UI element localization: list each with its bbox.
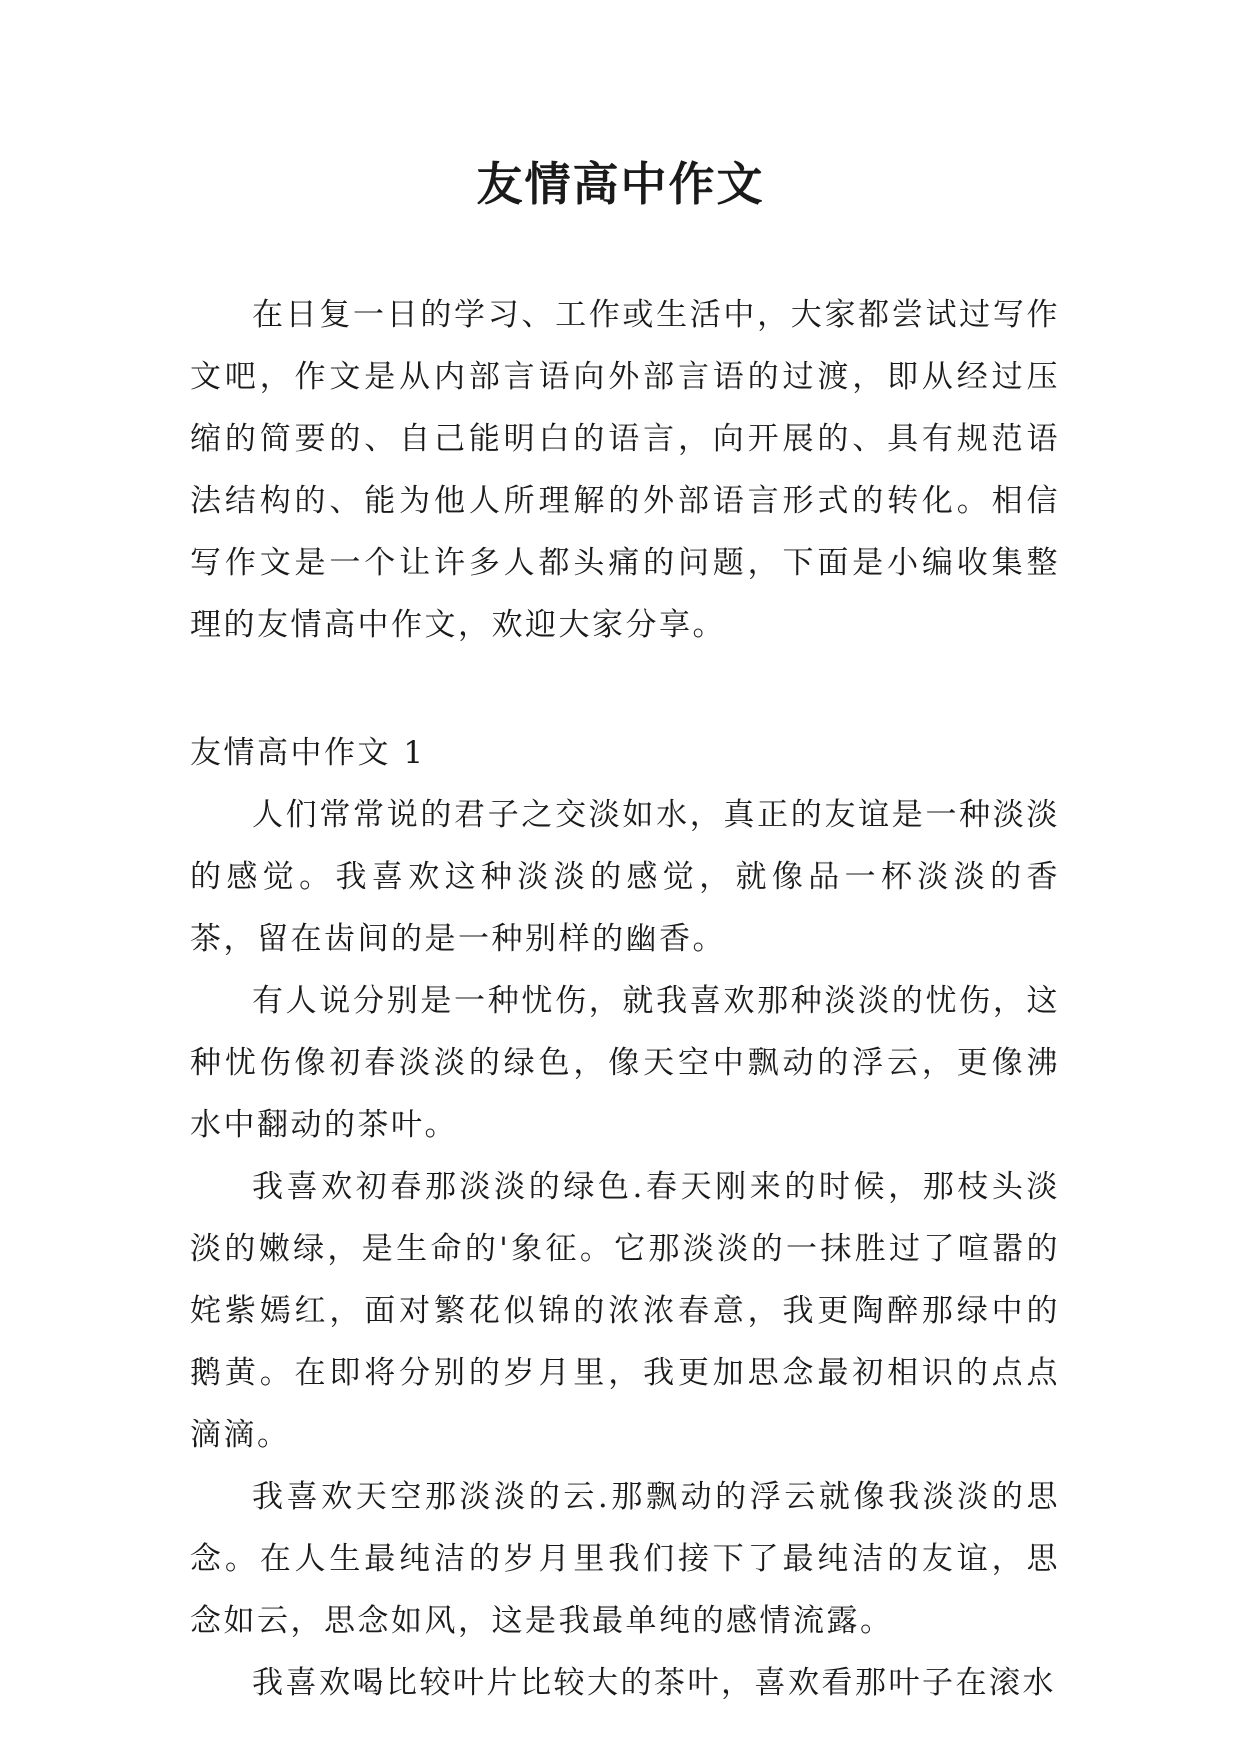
section-heading: 友情高中作文 1 bbox=[190, 735, 426, 771]
intro-paragraph: 在日复一日的学习、工作或生活中，大家都尝试过写作文吧，作文是从内部言语向外部言语的过渡，即从经过压缩的简要的、自己能明白的语言，向开展的、具有规范语法结构的、能为他人所理解的外部语言形式的转化。相信写作文是一个让许多人都头痛的问题，下面是小编收集整理的友情高中作文，欢迎大家分享。 bbox=[190, 297, 1060, 643]
body-paragraph: 我喜欢初春那淡淡的绿色.春天刚来的时候，那枝头淡淡的嫩绿，是生命的'象征。它那淡淡的一抹胜过了喧嚣的姹紫嫣红，面对繁花似锦的浓浓春意，我更陶醉那绿中的鹅黄。在即将分别的岁月里，我更加思念最初相识的点点滴滴。 bbox=[190, 1169, 1060, 1453]
body-paragraph: 有人说分别是一种忧伤，就我喜欢那种淡淡的忧伤，这种忧伤像初春淡淡的绿色，像天空中飘动的浮云，更像沸水中翻动的茶叶。 bbox=[190, 983, 1060, 1143]
document-title: 友情高中作文 bbox=[476, 157, 765, 211]
body-paragraph: 人们常常说的君子之交淡如水，真正的友谊是一种淡淡的感觉。我喜欢这种淡淡的感觉，就像品一杯淡淡的香茶，留在齿间的是一种别样的幽香。 bbox=[190, 797, 1060, 957]
body-paragraph: 我喜欢喝比较叶片比较大的茶叶，喜欢看那叶子在滚水 bbox=[252, 1665, 1056, 1701]
body-paragraph: 我喜欢天空那淡淡的云.那飘动的浮云就像我淡淡的思念。在人生最纯洁的岁月里我们接下了最纯洁的友谊，思念如云，思念如风，这是我最单纯的感情流露。 bbox=[190, 1479, 1060, 1639]
document-body bbox=[190, 284, 1060, 1714]
